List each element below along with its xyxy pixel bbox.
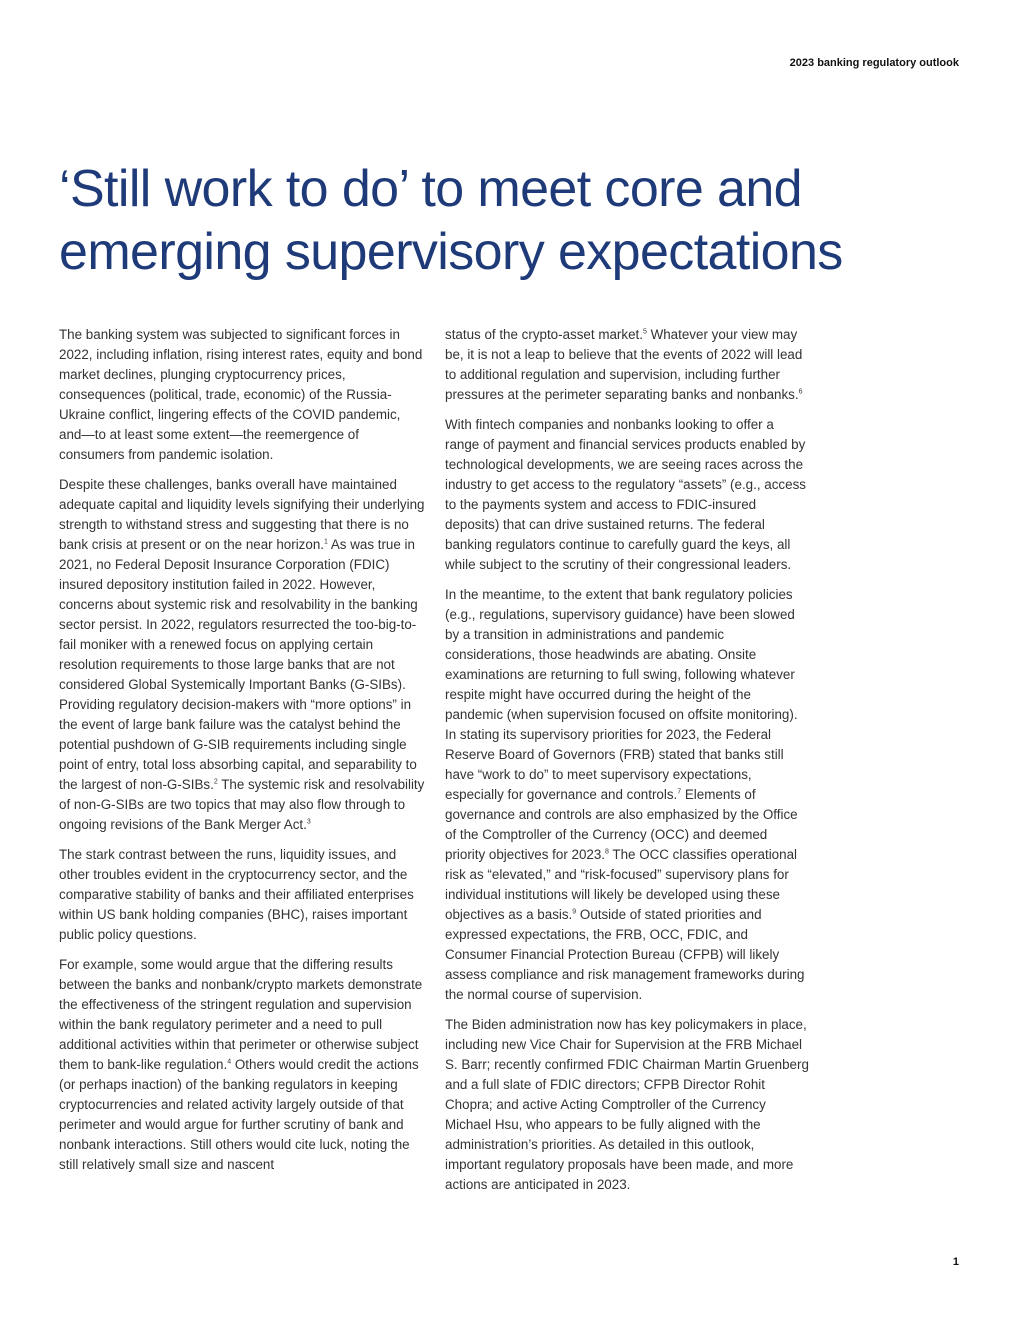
paragraph-text: The Biden administration now has key policymakers in place, including new Vice Chair for Supervision at the FRB Michael S. Barr; recently confirmed FDIC Chairman Martin Gruenberg and a full slate of FDIC directors; CFPB Director Rohit Chopra; and active Acting Comptroller of the Currency Michael Hsu, who appears to be fully aligned with the administration’s priorities. As detailed in this outlook, important regulatory proposals have been made, and more actions are anticipated in 2023. [445,1017,809,1192]
paragraph-text: Outside of stated priorities and expressed expectations, the FRB, OCC, FDIC, and Consumer Financial Protection Bureau (CFPB) will likely assess compliance and risk management frameworks during the normal course of supervision. [445,907,805,1002]
paragraph-text: Others would credit the actions (or perhaps inaction) of the banking regulators in keeping cryptocurrencies and related activity largely outside of that perimeter and would argue for further scrutiny of bank and nonbank interactions. Still others would cite luck, noting the still relatively small size and nascent [59,1057,419,1172]
page-title-line-2: emerging supervisory expectations [59,223,843,281]
paragraph-text: Elements of governance and controls are also emphasized by the Office of the Comptroller of the Currency (OCC) and deemed priority objectives for 2023. [445,787,798,862]
footnote-ref: 3 [306,818,311,826]
paragraph-text: The banking system was subjected to significant forces in 2022, including inflation, rising interest rates, equity and bond market declines, plunging cryptocurrency prices, consequences (political, trade, economic) of the Russia-Ukraine conflict, lingering effects of the COVID pandemic, and—to at least some extent—the reemergence of consumers from pandemic isolation. [59,327,423,462]
paragraph [445,415,811,575]
paragraph-text: Whatever your view may be, it is not a leap to believe that the events of 2022 will lead to additional regulation and supervision, including further pressures at the perimeter separating banks and nonbanks. [445,327,803,402]
page-title [59,158,959,284]
paragraph-text: status of the crypto-asset market. [445,327,643,342]
running-header: 2023 banking regulatory outlook [789,57,959,69]
paragraph [59,955,425,1175]
footnote-ref: 1 [323,538,328,546]
page-title-line-1: ‘Still work to do’ to meet core and [59,160,802,218]
paragraph-text: Despite these challenges, banks overall have maintained adequate capital and liquidity levels signifying their underlying strength to withstand stress and suggesting that there is no bank crisis at present or on the near horizon. [59,477,425,552]
footnote-ref: 2 [213,778,218,786]
paragraph-text: For example, some would argue that the differing results between the banks and nonbank/crypto markets demonstrate the effectiveness of the stringent regulation and supervision within the bank regulatory perimeter and a need to pull additional activities within that perimeter or otherwise subject them to bank-like regulation. [59,957,423,1072]
paragraph [445,585,811,1005]
footnote-ref: 7 [677,788,682,796]
paragraph [445,325,811,405]
paragraph [59,845,425,945]
paragraph-text: The OCC classifies operational risk as “elevated,” and “risk-focused” supervisory plans for individual institutions will likely be developed using these objectives as a basis. [445,847,797,922]
left-column [59,325,425,1185]
footnote-ref: 5 [642,328,647,336]
paragraph-text: As was true in 2021, no Federal Deposit Insurance Corporation (FDIC) insured depository institution failed in 2022. However, concerns about systemic risk and resolvability in the banking sector persist. In 2022, regulators resurrected the too-big-to-fail moniker with a renewed focus on applying certain resolution requirements to those large banks that are not considered Global Systemically Important Banks (G-SIBs). Providing regulatory decision-makers with “more options” in the event of large bank failure was the catalyst behind the potential pushdown of G-SIB requirements including single point of entry, total loss absorbing capital, and separability to the largest of non-G-SIBs. [59,537,418,792]
page-number: 1 [952,1256,959,1268]
footnote-ref: 8 [605,848,609,856]
paragraph [445,1015,811,1195]
paragraph [59,325,425,465]
footnote-ref: 9 [572,908,577,916]
paragraph-text: With fintech companies and nonbanks looking to offer a range of payment and financial services products enabled by technological developments, we are seeing races across the industry to get access to the regulatory “assets” (e.g., access to the payments system and access to FDIC-insured deposits) that can drive sustained returns. The federal banking regulators continue to carefully guard the keys, all while subject to the scrutiny of their congressional leaders. [445,417,806,572]
paragraph-text: The systemic risk and resolvability of non-G-SIBs are two topics that may also flow through to ongoing revisions of the Bank Merger Act. [59,777,425,832]
footnote-ref: 4 [227,1058,232,1066]
paragraph-text: The stark contrast between the runs, liquidity issues, and other troubles evident in the cryptocurrency sector, and the comparative stability of banks and their affiliated enterprises within US bank holding companies (BHC), raises important public policy questions. [59,847,414,942]
footnote-ref: 6 [798,388,803,396]
paragraph [59,475,425,835]
paragraph-text: In the meantime, to the extent that bank regulatory policies (e.g., regulations, supervisory guidance) have been slowed by a transition in administrations and pandemic considerations, those headwinds are abating. Onsite examinations are returning to full swing, following whatever respite might have occurred during the height of the pandemic (when supervision focused on offsite monitoring). In stating its supervisory priorities for 2023, the Federal Reserve Board of Governors (FRB) stated that banks still have “work to do” to meet supervisory expectations, especially for governance and controls. [445,587,798,802]
right-column [445,325,811,1205]
